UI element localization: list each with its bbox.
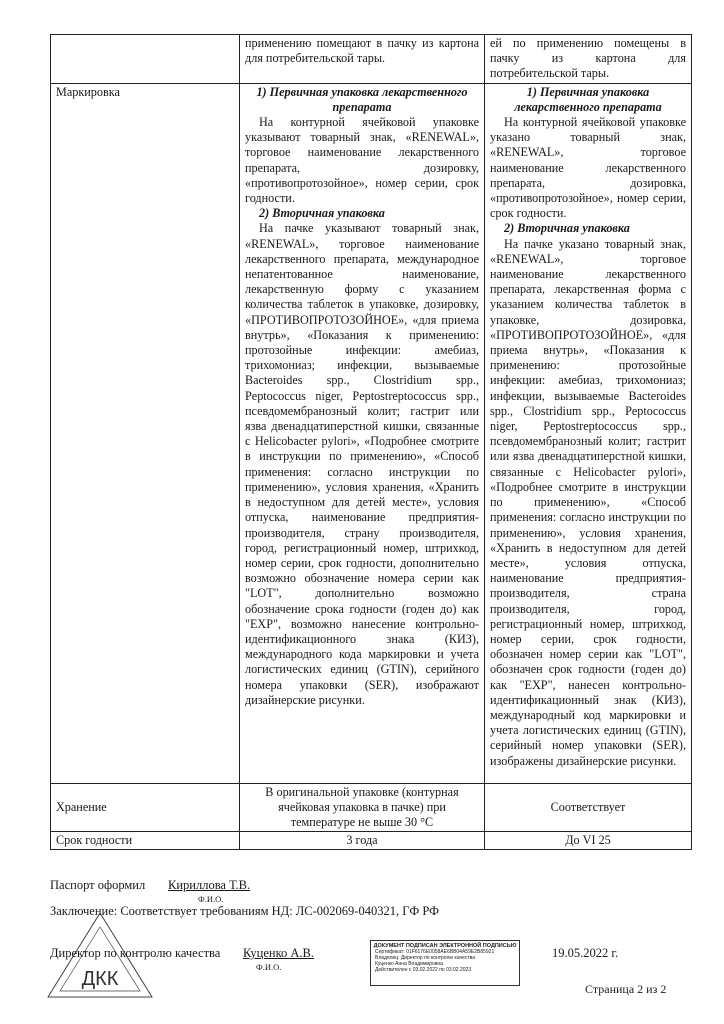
- conclusion-text: Заключение: Соответствует требованиям НД: ЛС-002069-040321, ГФ РФ: [50, 904, 440, 918]
- paragraph: На контурной ячейковой упаковке указывают товарный знак, «RENEWAL», торговое наименование лекарственного препарата, дозировку, «противопротозойное», номер серии, срок годности.: [245, 115, 479, 206]
- director-label: Директор по контролю качества: [50, 946, 221, 960]
- table-row: [51, 832, 692, 850]
- row-label: Срок годности: [51, 832, 240, 850]
- stamp-line: Действителен с 03.02.2022 по 03.02.2023: [375, 967, 472, 973]
- result-cell: Соответствует: [485, 783, 692, 832]
- paragraph: На пачке указывают товарный знак, «RENEWAL», торговое наименование лекарственного препарата, международное непатентованное наименование, лекарственную форму с указанием количества таблеток в упаковке, дозировку, «ПРОТИВОПРОТОЗОЙНОЕ», «для приема внутрь», «Показания к применению: протозойные инфекции: амебиаз, трихомониаз; инфекции, вызываемые Bacteroides spp., Clostridium spp., Peptococcus niger, Peptostreptococcus spp., псевдомембранозный колит; гастрит или язва двенадцатиперстной кишки, связанные с Helicobacter pylori», «Подробнее смотрите в инструкции по применению», «Способ применения: согласно инструкции по применению», условия хранения, «Хранить в недоступном для детей месте», условия отпуска, наименование предприятия-производителя, страну производителя, город, регистрационный номер, штрихкод, номер серии, срок годности, дополнительно возможно обозначение номера серии как "LOT", дополнительно возможно обозначение срока годности (годен до) как "EXP", возможно нанесение контрольно-идентификационного знака (КИЗ), международного кода маркировки и учета логистических единиц (GTIN), серийного номера упаковки (SER), изображают дизайнерские рисунки.: [245, 221, 479, 707]
- page-number: Страница 2 из 2: [585, 982, 667, 996]
- section-heading: 1) Первичная упаковка лекарственного препарата: [514, 84, 662, 114]
- passport-label: Паспорт оформил: [50, 878, 146, 892]
- paragraph: На пачке указано товарный знак, «RENEWAL», торговое наименование лекарственного препарата, лекарственная форма с указанием количества таблеток в упаковке, дозировка, «ПРОТИВОПРОТОЗОЙНОЕ», «для приема внутрь», «Показания к применению: протозойные инфекции: амебиаз, трихомониаз; инфекции, вызываемые Bacteroides spp., Clostridium spp., Peptococcus niger, Peptostreptococcus spp., псевдомембранозный колит; гастрит или язва двенадцатиперстной кишки, связанные с Helicobacter pylori», «Подробнее смотрите в инструкции по применению», «Способ применения: согласно инструкции по применению», условия хранения, «Хранить в недоступном для детей месте», условия отпуска, наименование предприятия-производителя, страна производителя, город, регистрационный номер, штрихкод, номер серии, срок годности, обозначен номер серии как "LOT", обозначен срок годности (годен до) как "EXP", нанесен контрольно-идентификационный знак (КИЗ), международный код маркировки и учета логистических единиц (GTIN), серийный номер упаковки (SER), изображены дизайнерские рисунки.: [490, 236, 686, 768]
- table-row: [51, 83, 692, 783]
- signature-date: 19.05.2022 г.: [552, 946, 619, 960]
- paragraph: На контурной ячейковой упаковке указано товарный знак, «RENEWAL», торговое наименование лекарственного препарата, дозировка, «противопротозойное», номер серии, срок годности.: [490, 115, 686, 221]
- passport-name: Кириллова Т.В.: [168, 878, 251, 892]
- spec-cell: [240, 83, 485, 783]
- spec-table: [50, 34, 692, 850]
- spec-cell: В оригинальной упаковке (контурная ячейковая упаковка в пачке) при температуре не выше 30 °С: [240, 783, 485, 832]
- section-heading: 2) Вторичная упаковка: [504, 221, 630, 236]
- row-label: [51, 35, 240, 84]
- result-cell: ей по применению помещены в пачку из картона для потребительской тары.: [485, 35, 692, 84]
- stamp-title: ДОКУМЕНТ ПОДПИСАН ЭЛЕКТРОННОЙ ПОДПИСЬЮ: [373, 943, 517, 949]
- stamp-line: Сертификат: 01F6176E0058AE6BB04A59E2B85921: [375, 949, 495, 955]
- fio-caption: Ф.И.О.: [256, 962, 282, 972]
- row-label: Хранение: [51, 783, 240, 832]
- result-cell: До VI 25: [485, 832, 692, 850]
- stamp-line: Владелец: Директор по контролю качества: [375, 955, 476, 961]
- table-row: [51, 35, 692, 84]
- fio-caption: Ф.И.О.: [198, 894, 224, 904]
- spec-cell: применению помещают в пачку из картона для потребительской тары.: [240, 35, 485, 84]
- svg-text:ДКК: ДКК: [81, 968, 119, 990]
- row-label: Маркировка: [51, 83, 240, 783]
- result-cell: [485, 83, 692, 783]
- stamp-line: Куценко Анна Владимировна: [375, 961, 443, 967]
- section-heading: 1) Первичная упаковка лекарственного препарата: [256, 84, 468, 114]
- director-name: Куценко А.В.: [243, 946, 315, 960]
- spec-cell: 3 года: [240, 832, 485, 850]
- e-signature-stamp: [370, 940, 520, 986]
- section-heading: 2) Вторичная упаковка: [259, 206, 385, 221]
- table-row: [51, 783, 692, 832]
